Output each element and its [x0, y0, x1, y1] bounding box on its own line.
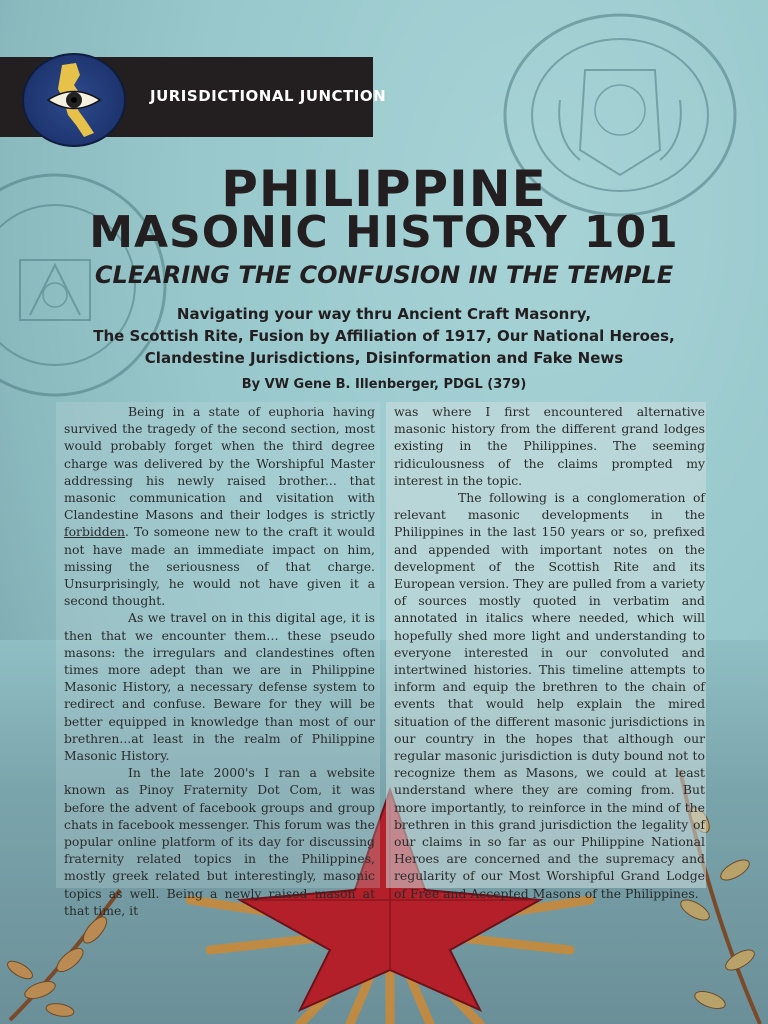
article-paragraph: was where I first encountered alternative masonic history from the different grand lodges existing in the Philippines. The seeming ridiculousness of the claims prompted my interest in the topic.	[394, 404, 705, 488]
article-paragraph: As we travel on in this digital age, it is then that we encounter them… these pseudo masons: the irregulars and clandestines often times more adept than we are in Philippine Masonic History, a necessary defense system to redirect and confuse. Beware for they will be better equipped in knowledge than most of our brethren...at least in the realm of Philippine Masonic History.	[64, 610, 375, 764]
article-deck	[60, 303, 708, 369]
all-seeing-eye-philippines-icon	[22, 53, 126, 147]
article-column-left	[64, 403, 375, 919]
deck-line: The Scottish Rite, Fusion by Affiliation of 1917, Our National Heroes,	[93, 327, 675, 345]
article-paragraph	[64, 403, 375, 609]
deck-line: Navigating your way thru Ancient Craft Masonry,	[176, 305, 592, 323]
page-subtitle: CLEARING THE CONFUSION IN THE TEMPLE	[94, 261, 674, 289]
article-paragraph: In the late 2000's I ran a website known as Pinoy Fraternity Dot Com, it was before the advent of facebook groups and group chats in facebook messenger. This forum was the popular online platform of its day for discussing fraternity related topics in the Philippines, mostly greek related but interestingly, masonic topics as well. Being a newly raised mason at that time, it	[64, 765, 375, 918]
paragraph-text: . To someone new to the craft it would not have made an immediate impact on him, missing the seriousness of that charge. Unsurprisingly, he would not have given it a second thought.	[64, 524, 375, 609]
article-paragraph: The following is a conglomeration of relevant masonic developments in the Philippines in the last 150 years or so, prefixed and appended with important notes on the development of the Scottish Rite and its European version. They are pulled from a variety of sources mostly quoted in verbatim and annotated in italics where needed, which will hopefully shed more light and understanding to everyone interested in our convoluted and intertwined histories. This timeline attempts to inform and equip the brethren to the chain of events that would help explain the mired situation of the different masonic jurisdictions in our country in the hopes that although our regular masonic jurisdiction is duty bound not to recognize them as Masons, we could at least understand where they are coming from. But more importantly, to reinforce in the mind of the brethren in this grand jurisdiction the legality of our claims in so far as our Philippine National Heroes are concerned and the supremacy and regularity of our Most Worshipful Grand Lodge of Free and Accepted Masons of the Philippines.	[394, 490, 705, 901]
page-title-line1: PHILIPPINE	[221, 160, 547, 218]
article-column-right	[394, 403, 705, 902]
section-label: JURISDICTIONAL JUNCTION	[150, 87, 387, 105]
underlined-word: forbidden	[64, 524, 126, 540]
deck-line: Clandestine Jurisdictions, Disinformation and Fake News	[144, 349, 624, 367]
page-title-line2: MASONIC HISTORY 101	[89, 207, 679, 258]
paragraph-text: Being in a state of euphoria having survived the tragedy of the second section, most would probably forget when the third degree charge was delivered by the Worshipful Master addressing his newly raised brother... that masonic communication and visitation with Clandestine Masons and their lodges is strictly	[64, 404, 375, 523]
byline: By VW Gene B. Illenberger, PDGL (379)	[241, 377, 527, 392]
